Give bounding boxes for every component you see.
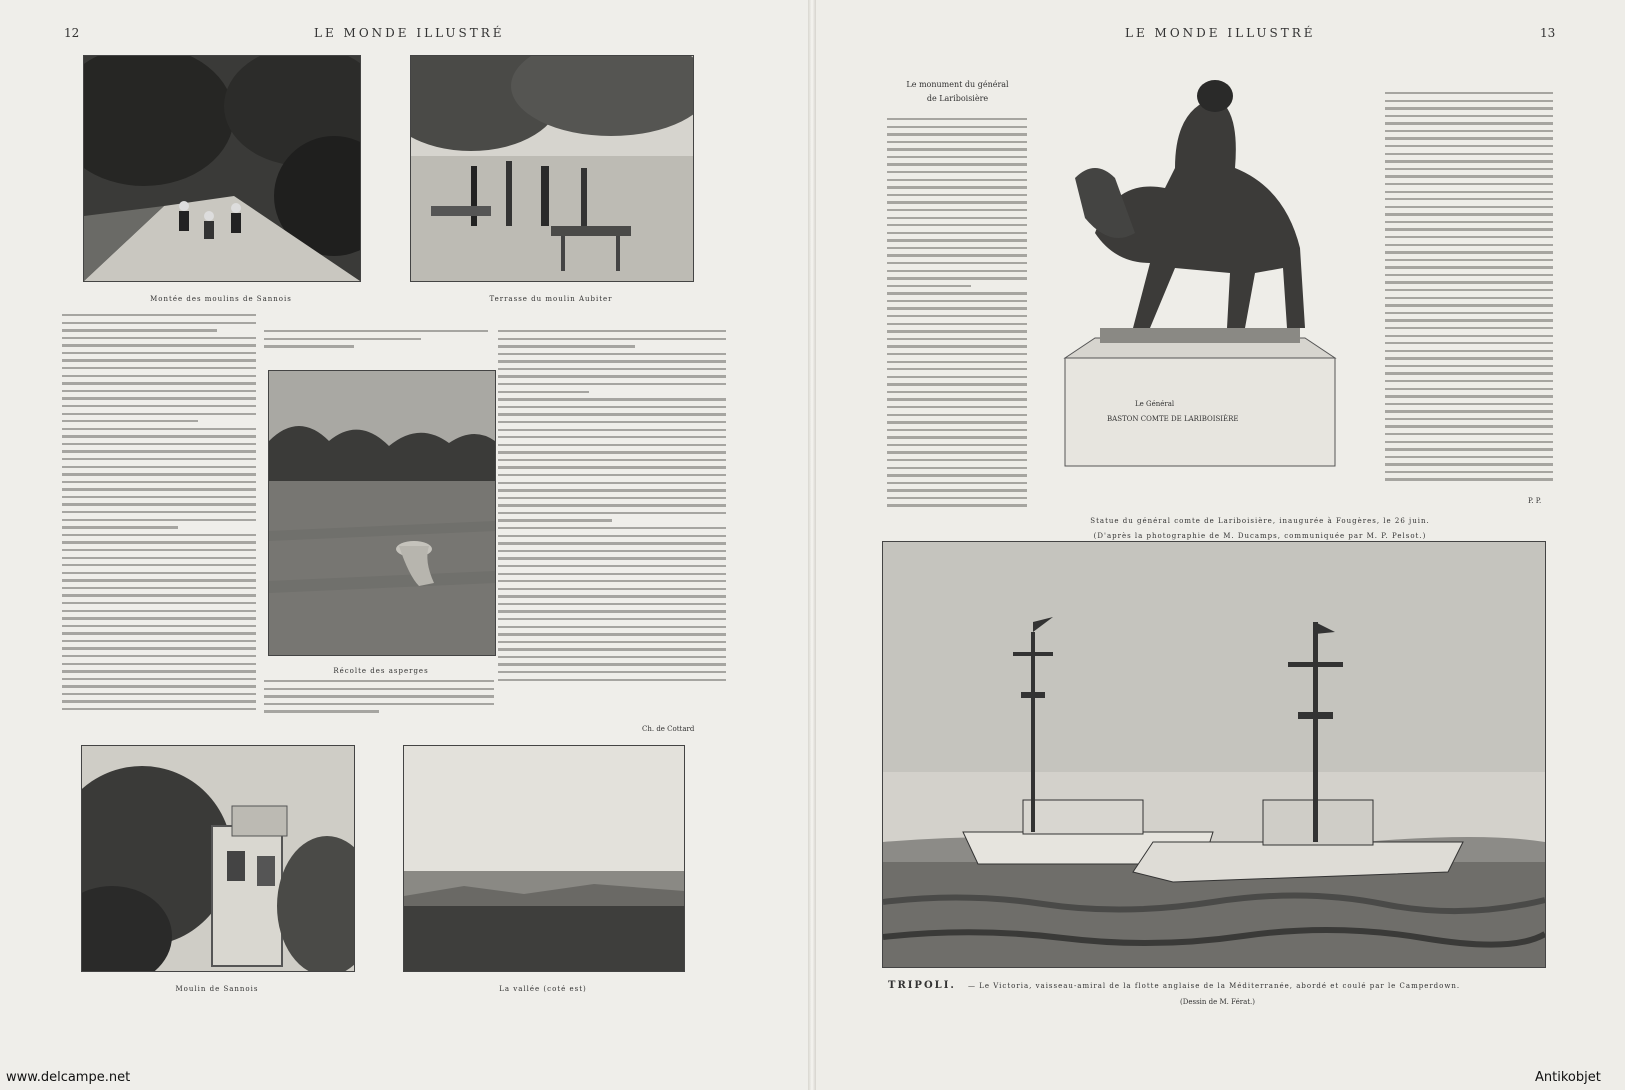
article-text-column-1 [62, 314, 256, 734]
article-text-column-2-bottom [264, 680, 494, 720]
page-spine [808, 0, 816, 1090]
statue-inscription-line1: Le Général [1135, 400, 1175, 408]
left-article-signature: Ch. de Cottard [642, 725, 695, 733]
watermark-left: www.delcampe.net [6, 1070, 131, 1085]
right-page-number: 13 [1540, 26, 1556, 40]
statue-caption: Statue du général comte de Lariboisière, inaugurée à Fougères, le 26 juin. [1090, 517, 1430, 525]
right-article-text-column-1 [887, 118, 1027, 510]
statue-inscription-line2: BASTON COMTE DE LARIBOISIÈRE [1107, 415, 1239, 423]
caption-photo4: Moulin de Sannois [175, 985, 259, 993]
photo-sannois-road [83, 55, 361, 282]
right-article-signature: P. P. [1528, 497, 1542, 505]
ship-caption-title: TRIPOLI. [888, 980, 956, 991]
left-page-number: 12 [64, 26, 80, 40]
photo-asparagus-harvest [268, 370, 496, 656]
caption-photo5: La vallée (coté est) [499, 985, 587, 993]
photo-sannois-mill [81, 745, 355, 972]
caption-photo1: Montée des moulins de Sannois [150, 295, 292, 303]
photo-valley-east [403, 745, 685, 972]
ship-caption: — Le Victoria, vaisseau-amiral de la flotte anglaise de la Méditerranée, abordé et coulé par le Camperdown. [968, 982, 1461, 990]
article-heading-line1: Le monument du général [906, 80, 1009, 89]
left-page-title: LE MONDE ILLUSTRÉ [314, 26, 505, 40]
article-text-column-2-top [264, 330, 488, 352]
ship-credit: (Dessin de M. Férat.) [1180, 998, 1256, 1006]
statue-illustration [1055, 58, 1340, 468]
watermark-right: Antikobjet [1535, 1070, 1601, 1085]
ship-illustration [882, 541, 1546, 968]
right-article-text-column-2 [1385, 92, 1553, 490]
article-heading-line2: de Lariboisière [926, 94, 989, 103]
article-text-column-3 [498, 330, 726, 700]
caption-photo2: Terrasse du moulin Aubiter [489, 295, 613, 303]
right-page-title: LE MONDE ILLUSTRÉ [1125, 26, 1316, 40]
photo-terrace [410, 55, 694, 282]
statue-credit: (D'après la photographie de M. Ducamps, communiquée par M. P. Pelsot.) [1093, 532, 1427, 540]
caption-photo3: Récolte des asperges [333, 667, 429, 675]
